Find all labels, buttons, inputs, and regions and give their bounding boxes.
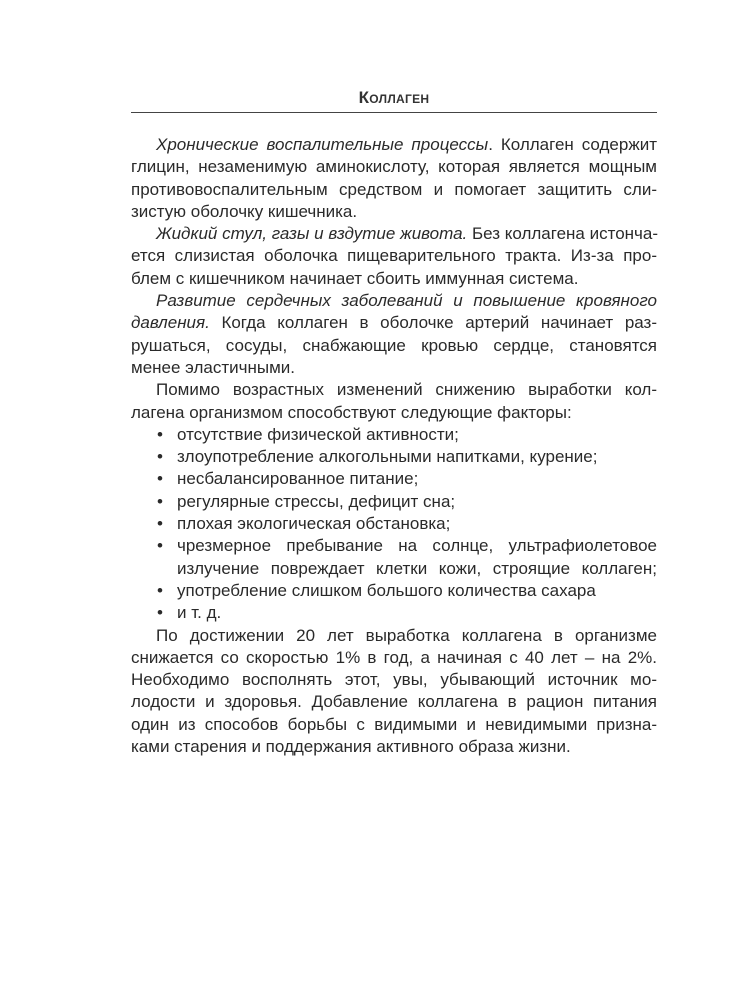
text-line bbox=[131, 268, 657, 290]
bullet-icon: • bbox=[157, 469, 163, 489]
line-text: лодости и здоровья. Добавление коллагена в рацион питания bbox=[131, 692, 657, 712]
text-line bbox=[131, 647, 657, 669]
text-line bbox=[131, 714, 657, 736]
line-text: излучение повреждает клетки кожи, строящие коллаген; bbox=[177, 558, 657, 578]
bullet-icon: • bbox=[157, 580, 163, 600]
text-line bbox=[131, 290, 657, 312]
bullet-line bbox=[131, 446, 657, 468]
line-text: лагена организмом способствуют следующие факторы: bbox=[131, 402, 572, 422]
text-line bbox=[131, 312, 657, 334]
line-text: рушаться, сосуды, снабжающие кровью сердце, становятся bbox=[131, 335, 657, 355]
line-text: отсутствие физической активности; bbox=[177, 424, 459, 444]
text-line bbox=[131, 379, 657, 401]
line-text: . Коллаген содержит bbox=[488, 135, 657, 154]
line-text: зистую оболочку кишечника. bbox=[131, 201, 358, 221]
text-line bbox=[131, 223, 657, 245]
italic-lead: Хронические воспалительные процессы bbox=[156, 135, 489, 154]
bullet-line bbox=[131, 513, 657, 535]
page-body bbox=[131, 134, 657, 758]
bullet-icon: • bbox=[157, 514, 163, 534]
line-text: Когда коллаген в оболочке артерий начинает раз- bbox=[209, 313, 657, 333]
text-line bbox=[131, 625, 657, 647]
text-line bbox=[131, 335, 657, 357]
bullet-line bbox=[131, 424, 657, 446]
bullet-line bbox=[131, 491, 657, 513]
bullet-line bbox=[131, 558, 657, 580]
running-header: Коллаген bbox=[358, 88, 430, 107]
line-text: несбалансированное питание; bbox=[177, 469, 419, 489]
line-text: ками старения и поддержания активного образа жизни. bbox=[131, 737, 571, 757]
line-text: Необходимо восполнять этот, увы, убывающий источник мо- bbox=[131, 670, 657, 690]
line-text: ется слизистая оболочка пищеварительного тракта. Из-за про- bbox=[131, 246, 657, 266]
italic-lead: Развитие сердечных заболеваний и повышение кровяного bbox=[156, 291, 657, 311]
line-text: Помимо возрастных изменений снижению выработки кол- bbox=[156, 380, 657, 400]
line-text: и т. д. bbox=[177, 603, 222, 623]
line-text: глицин, незаменимую аминокислоту, которая является мощным bbox=[131, 157, 657, 177]
bullet-icon: • bbox=[157, 447, 163, 467]
text-line bbox=[131, 179, 657, 201]
text-line bbox=[131, 245, 657, 267]
line-text: чрезмерное пребывание на солнце, ультрафиолетовое bbox=[177, 536, 657, 556]
line-text: плохая экологическая обстановка; bbox=[177, 514, 451, 534]
line-text: злоупотребление алкогольными напитками, курение; bbox=[177, 447, 598, 467]
line-text: По достижении 20 лет выработка коллагена в организме bbox=[156, 625, 657, 645]
line-text: регулярные стрессы, дефицит сна; bbox=[177, 491, 456, 511]
header-rule bbox=[131, 112, 657, 113]
italic-lead: давления. bbox=[131, 313, 210, 333]
bullet-line bbox=[131, 602, 657, 624]
bullet-line bbox=[131, 580, 657, 602]
bullet-line bbox=[131, 468, 657, 490]
line-text: противовоспалительным средством и помогает защитить сли- bbox=[131, 179, 657, 199]
bullet-icon: • bbox=[157, 536, 163, 556]
line-text: один из способов борьбы с видимыми и невидимыми призна- bbox=[131, 714, 657, 734]
bullet-icon: • bbox=[157, 491, 163, 511]
text-line bbox=[131, 156, 657, 178]
text-line bbox=[131, 402, 657, 424]
bullet-line bbox=[131, 535, 657, 557]
text-line bbox=[131, 736, 657, 758]
line-text: употребление слишком большого количества сахара bbox=[177, 580, 596, 600]
italic-lead: Жидкий стул, газы и вздутие живота. bbox=[156, 224, 468, 244]
text-line bbox=[131, 134, 657, 156]
text-line bbox=[131, 669, 657, 691]
bullet-icon: • bbox=[157, 424, 163, 444]
text-line bbox=[131, 691, 657, 713]
bullet-icon: • bbox=[157, 603, 163, 623]
line-text: снижается со скоростью 1% в год, а начиная с 40 лет – на 2%. bbox=[131, 647, 657, 667]
text-line bbox=[131, 201, 657, 223]
line-text: менее эластичными. bbox=[131, 357, 295, 377]
line-text: Без коллагена истонча- bbox=[467, 224, 659, 244]
text-line bbox=[131, 357, 657, 379]
line-text: блем с кишечником начинает сбоить иммунная система. bbox=[131, 268, 579, 288]
